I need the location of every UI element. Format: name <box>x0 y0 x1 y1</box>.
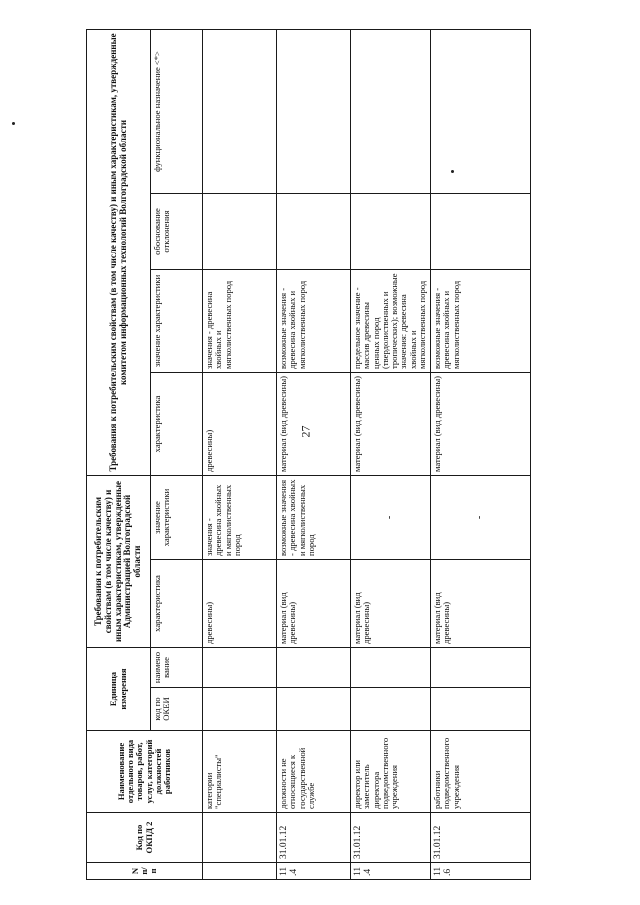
cell-okei <box>431 688 531 731</box>
cell-okei <box>203 688 277 731</box>
cell-n: 11.4 <box>351 863 431 880</box>
cell-a-char: материал (вид древесины) <box>277 560 351 648</box>
header-name: Наименование отдельного вида товаров, работ, услуг, категорий должностей работников <box>87 731 203 813</box>
header-unit-name: наименование <box>151 648 203 688</box>
cell-okpd: 31.01.12 <box>277 813 351 863</box>
cell-b-just <box>431 193 531 269</box>
cell-name: должности не относящиеся к государственной службе <box>277 731 351 813</box>
cell-b-val: возможные значения - древесина хвойных и мягколиственных пород <box>277 269 351 372</box>
cell-unit-name <box>431 648 531 688</box>
cell-b-just <box>351 193 431 269</box>
cell-name: директор или заместитель директора подведомственного учреждения <box>351 731 431 813</box>
cell-b-just <box>203 193 277 269</box>
cell-b-char: материал (вид древесины) <box>431 372 531 475</box>
table-row <box>431 29 531 879</box>
header-b-val: значение характеристики <box>151 269 203 372</box>
header-b-func: функциональное назначение <*> <box>151 29 203 193</box>
cell-b-func <box>351 29 431 193</box>
cell-a-val: - <box>431 475 531 559</box>
table-row <box>351 29 431 879</box>
requirements-table <box>86 29 531 880</box>
header-n: N п/п <box>87 863 203 880</box>
cell-b-val: предельное значение - массив древесины ценных пород (твердолиственных и тропических); возможные значения: древесина хвойных и мягколиственных пород <box>351 269 431 372</box>
cell-okei <box>277 688 351 731</box>
cell-unit-name <box>351 648 431 688</box>
table-row <box>203 29 277 879</box>
cell-okpd <box>203 813 277 863</box>
header-b-char: характеристика <box>151 372 203 475</box>
cell-a-val: возможные значения - древесина хвойных и мягколиственных пород <box>277 475 351 559</box>
cell-a-val: - <box>351 475 431 559</box>
cell-a-val: значения - древесина хвойных и мягколиственных пород <box>203 475 277 559</box>
cell-b-val: возможные значения - древесина хвойных и мягколиственных пород <box>431 269 531 372</box>
header-req-committee: Требования к потребительским свойствам (в том числе качеству) и иным характеристикам, утвержденные комитетом информационных технологий Волгоградской области <box>87 29 151 475</box>
cell-a-char: древесины) <box>203 560 277 648</box>
cell-b-func <box>431 29 531 193</box>
cell-okei <box>351 688 431 731</box>
cell-name: работники подведомственного учреждения <box>431 731 531 813</box>
header-unit-okei: код по ОКЕИ <box>151 688 203 731</box>
cell-b-just <box>277 193 351 269</box>
cell-b-func <box>277 29 351 193</box>
cell-n: 11.6 <box>431 863 531 880</box>
scan-speck <box>12 122 15 125</box>
cell-okpd: 31.01.12 <box>351 813 431 863</box>
cell-n <box>203 863 277 880</box>
header-a-char: характеристика <box>151 560 203 648</box>
rotated-page <box>86 30 531 880</box>
cell-okpd: 31.01.12 <box>431 813 531 863</box>
header-a-val: значение характеристики <box>151 475 203 559</box>
header-unit: Единица измерения <box>87 648 151 731</box>
cell-unit-name <box>277 648 351 688</box>
cell-name: категории "специалисты" <box>203 731 277 813</box>
header-okpd: Код по ОКПД 2 <box>87 813 203 863</box>
cell-a-char: материал (вид древесины) <box>351 560 431 648</box>
header-req-admin: Требования к потребительским свойствам (в том числе качеству) и иным характеристикам, утвержденные Администрацией Волгоградской области <box>87 475 151 647</box>
cell-a-char: материал (вид древесины) <box>431 560 531 648</box>
cell-b-val: значения - древесина хвойных и мягколиственных пород <box>203 269 277 372</box>
cell-b-func <box>203 29 277 193</box>
page-number: 27 <box>298 425 313 438</box>
cell-b-char: материал (вид древесины) <box>351 372 431 475</box>
header-b-just: обоснование отклонения <box>151 193 203 269</box>
cell-b-char: древесины) <box>203 372 277 475</box>
cell-b-char: материал (вид древесины) <box>277 372 351 475</box>
cell-n: 11.4 <box>277 863 351 880</box>
table-row <box>277 29 351 879</box>
cell-unit-name <box>203 648 277 688</box>
